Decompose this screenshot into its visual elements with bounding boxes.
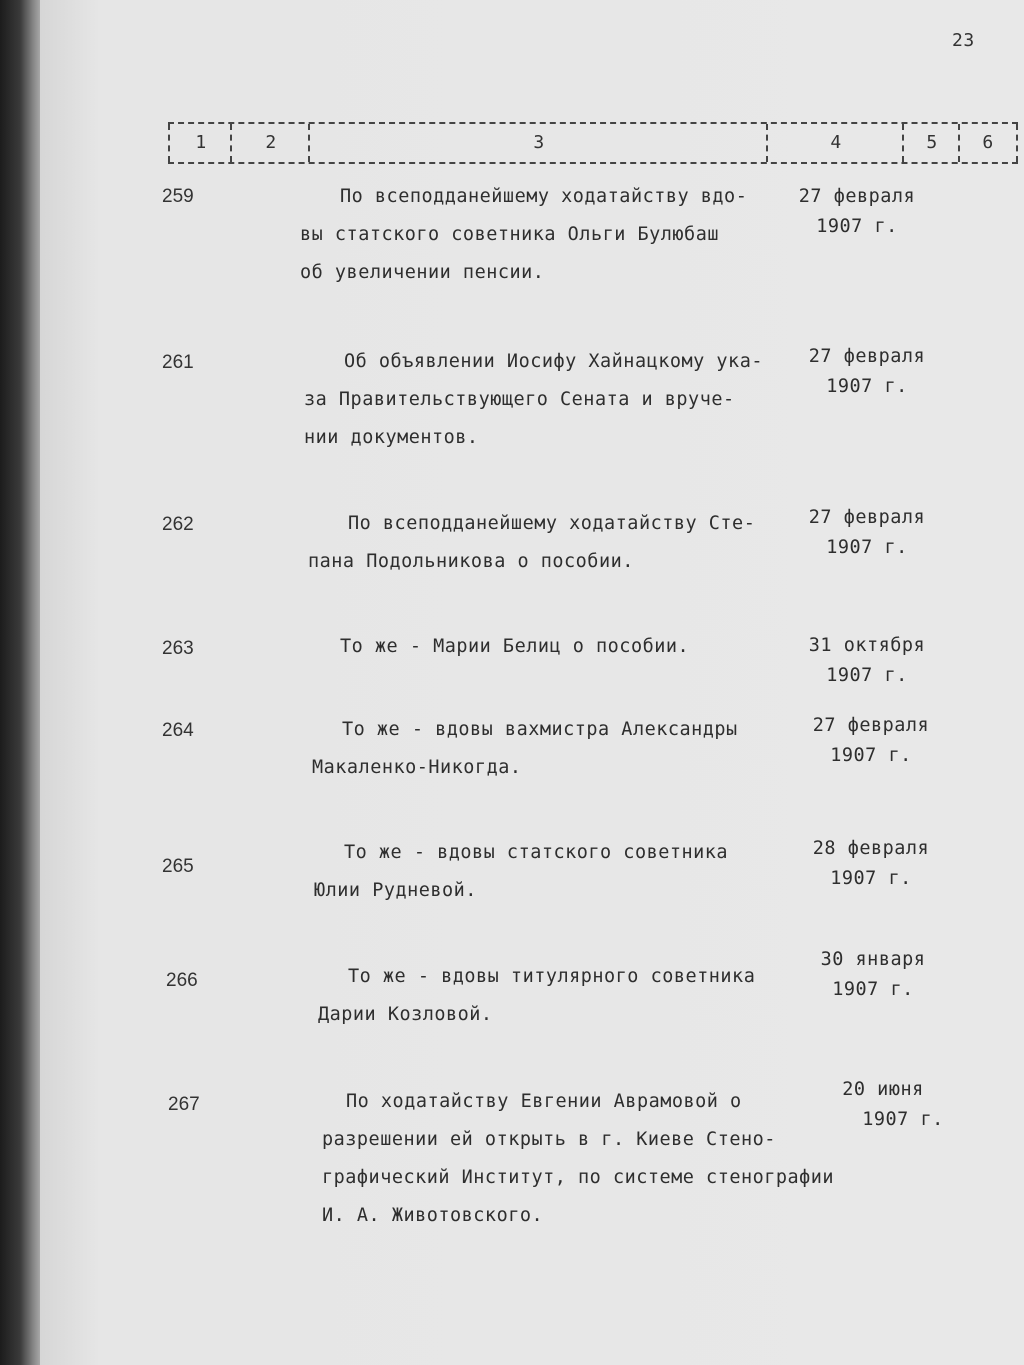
entry-text bbox=[312, 711, 812, 787]
entry-date-day: 30 января bbox=[820, 949, 926, 970]
entry-date-day: 31 октября bbox=[808, 635, 926, 656]
entry-date-day: 27 февраля bbox=[812, 715, 930, 736]
header-col-5: 5 bbox=[902, 124, 960, 162]
archive-page bbox=[40, 0, 1024, 1365]
entry-date bbox=[792, 631, 942, 691]
entry-date-day: 27 февраля bbox=[808, 507, 926, 528]
entry-number: 266 bbox=[166, 970, 198, 991]
page-number: 23 bbox=[952, 30, 975, 51]
entry-date-year: 1907 г. bbox=[830, 745, 912, 766]
entry-text bbox=[318, 958, 818, 1034]
entry-number: 264 bbox=[162, 720, 194, 741]
entry-date bbox=[796, 834, 946, 894]
header-col-4: 4 bbox=[766, 124, 904, 162]
entry-line: То же - вдовы титулярного советника bbox=[348, 966, 756, 987]
entry-line: То же - вдовы статского советника bbox=[344, 842, 729, 863]
entry-date bbox=[798, 945, 948, 1005]
entry-date-year: 1907 г. bbox=[826, 665, 908, 686]
entry-date-year: 1907 г. bbox=[826, 376, 908, 397]
header-col-3: 3 bbox=[308, 124, 768, 162]
entry-line: Об объявлении Иосифу Хайнацкому ука- bbox=[344, 351, 763, 372]
header-col-6: 6 bbox=[958, 124, 1018, 162]
entry-line: Макаленко-Никогда. bbox=[312, 757, 522, 778]
entry-date-day: 28 февраля bbox=[812, 838, 930, 859]
entry-line: об увеличении пенсии. bbox=[300, 262, 545, 283]
entry-line: По ходатайству Евгении Аврамовой о bbox=[346, 1091, 742, 1112]
entry-date-year: 1907 г. bbox=[862, 1109, 944, 1130]
table-header bbox=[168, 122, 1018, 164]
entry-line: По всеподданейшему ходатайству вдо- bbox=[340, 186, 748, 207]
entry-text bbox=[304, 343, 804, 457]
entry-text bbox=[340, 628, 840, 666]
entry-text bbox=[314, 834, 814, 910]
entry-line: разрешении ей открыть в г. Киеве Стено- bbox=[322, 1129, 776, 1150]
header-col-2: 2 bbox=[230, 124, 310, 162]
entry-date bbox=[792, 503, 942, 563]
entry-number: 265 bbox=[162, 856, 194, 877]
entry-number: 263 bbox=[162, 638, 194, 659]
entry-line: То же - вдовы вахмистра Александры bbox=[342, 719, 738, 740]
entry-line: графический Институт, по системе стенографии bbox=[322, 1167, 835, 1188]
entry-line: И. А. Животовского. bbox=[322, 1205, 544, 1226]
entry-date-year: 1907 г. bbox=[830, 868, 912, 889]
entry-line: за Правительствующего Сената и вруче- bbox=[304, 389, 735, 410]
entry-text bbox=[300, 178, 800, 292]
entry-number: 262 bbox=[162, 514, 194, 535]
entry-date-year: 1907 г. bbox=[826, 537, 908, 558]
entry-text bbox=[322, 1083, 835, 1235]
entry-date bbox=[796, 711, 946, 771]
entry-date-year: 1907 г. bbox=[816, 216, 898, 237]
entry-line: вы статского советника Ольги Булюбаш bbox=[300, 224, 719, 245]
entry-date bbox=[782, 182, 932, 242]
entry-date-day: 27 февраля bbox=[798, 186, 916, 207]
entry-date-day: 27 февраля bbox=[808, 346, 926, 367]
entry-line: пана Подольникова о пособии. bbox=[308, 551, 634, 572]
entry-date bbox=[792, 342, 942, 402]
entry-number: 267 bbox=[168, 1094, 200, 1115]
entry-line: Дарии Козловой. bbox=[318, 1004, 493, 1025]
entry-line: То же - Марии Белиц о пособии. bbox=[340, 636, 690, 657]
entry-line: Юлии Рудневой. bbox=[314, 880, 477, 901]
entry-date bbox=[808, 1075, 958, 1135]
entry-date-year: 1907 г. bbox=[832, 979, 914, 1000]
entry-number: 261 bbox=[162, 352, 194, 373]
header-col-1: 1 bbox=[168, 124, 232, 162]
entry-text bbox=[308, 505, 808, 581]
entry-line: По всеподданейшему ходатайству Сте- bbox=[348, 513, 756, 534]
entry-line: нии документов. bbox=[304, 427, 479, 448]
entry-number: 259 bbox=[162, 186, 194, 207]
entry-date-day: 20 июня bbox=[842, 1079, 924, 1100]
